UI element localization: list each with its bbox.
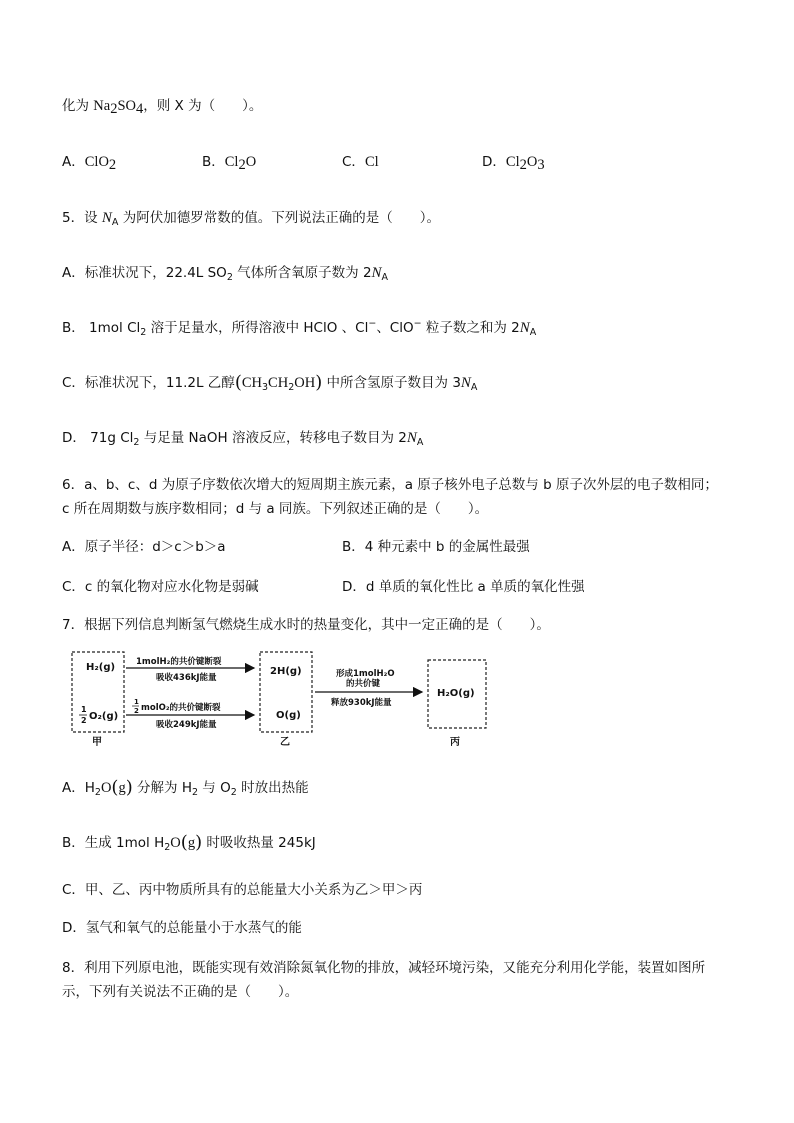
box-jia-h2: H₂(g) xyxy=(86,662,116,673)
arrow2-frac-den: 2 xyxy=(134,707,139,715)
arrow1-top-label: 1molH₂的共价键断裂 xyxy=(136,657,222,667)
label-bing: 丙 xyxy=(450,737,460,748)
q5-stem: 5．设 $N_A$ 为阿伏加德罗常数的值。下列说法正确的是（ ）。 xyxy=(62,210,440,228)
box-yi-top: 2H(g) xyxy=(270,666,302,677)
q6-option-a: A．原子半径：d＞c＞b＞a xyxy=(62,539,226,555)
q4-option-c: C．Cl xyxy=(342,154,379,170)
box-jia-frac-num: 1 xyxy=(81,705,87,714)
arrow1-bottom-label: 吸收436kJ能量 xyxy=(156,673,217,683)
q6-option-b: B．4 种元素中 b 的金属性最强 xyxy=(342,539,530,555)
label-jia: 甲 xyxy=(92,737,102,748)
q5-option-b: B． 1mol $Cl_2$ 溶于足量水，所得溶液中 HClO 、Cl−、ClO− 粒子数之和为 $2N_A$ xyxy=(62,318,537,338)
q5-option-d: D． 71g $Cl_2$ 与足量 NaOH 溶液反应，转移电子数目为 $2N_A$ xyxy=(62,430,424,448)
q4-option-d: D．$Cl_2O_3$ xyxy=(482,154,545,173)
q8-stem-line2: 示，下列有关说法不正确的是（ ）。 xyxy=(62,984,299,1000)
arrow3-line2: 的共价键 xyxy=(346,679,381,689)
q7-option-d: D．氢气和氧气的总能量小于水蒸气的能 xyxy=(62,920,302,936)
q4-option-b: B．$Cl_2O$ xyxy=(202,154,257,173)
arrow3-line3: 释放930kJ能量 xyxy=(331,698,392,708)
q4-stem-tail: 化为 $Na_2SO_4$，则 X 为（ ）。 xyxy=(62,98,263,117)
q7-option-c: C．甲、乙、丙中物质所具有的总能量大小关系为乙＞甲＞丙 xyxy=(62,882,423,898)
q7-option-a: A．$H_2O(g)$ 分解为 $H_2$ 与 $O_2$ 时放出热能 xyxy=(62,777,309,798)
arrow2-top-label: molO₂的共价键断裂 xyxy=(141,703,221,713)
q7-stem: 7．根据下列信息判断氢气燃烧生成水时的热量变化，其中一定正确的是（ ）。 xyxy=(62,617,550,633)
q6-stem-line2: c 所在周期数与族序数相同；d 与 a 同族。下列叙述正确的是（ ）。 xyxy=(62,501,489,517)
arrow3-line1: 形成1molH₂O xyxy=(336,669,395,679)
q8-stem-line1: 8．利用下列原电池，既能实现有效消除氮氧化物的排放，减轻环境污染，又能充分利用化学能，装置如图所 xyxy=(62,960,706,976)
q5-option-c: C．标准状况下，11.2L 乙醇$(CH_3CH_2OH)$ 中所含氢原子数目为 $3N_A$ xyxy=(62,372,478,393)
box-jia-frac-den: 2 xyxy=(81,716,87,725)
arrow2-frac-num: 1 xyxy=(134,698,139,706)
q4-option-a: A．ClO$_2$ xyxy=(62,154,117,173)
q6-option-c: C．c 的氧化物对应水化物是弱碱 xyxy=(62,579,259,595)
box-jia-o2: O₂(g) xyxy=(89,711,119,722)
arrow2-bottom-label: 吸收249kJ能量 xyxy=(156,720,217,730)
box-bing-h2o: H₂O(g) xyxy=(437,688,475,699)
energy-diagram xyxy=(68,648,498,748)
q7-option-b: B．生成 1mol $H_2O(g)$ 时吸收热量 245kJ xyxy=(62,832,316,853)
q6-stem-line1: 6．a、b、c、d 为原子序数依次增大的短周期主族元素，a 原子核外电子总数与 b 原子次外层的电子数相同； xyxy=(62,477,718,493)
q5-option-a: A．标准状况下，22.4L $SO_2$ 气体所含氧原子数为 $2N_A$ xyxy=(62,265,389,283)
q6-option-d: D．d 单质的氧化性比 a 单质的氧化性强 xyxy=(342,579,585,595)
label-yi: 乙 xyxy=(280,737,290,748)
box-yi-bottom: O(g) xyxy=(276,710,301,721)
